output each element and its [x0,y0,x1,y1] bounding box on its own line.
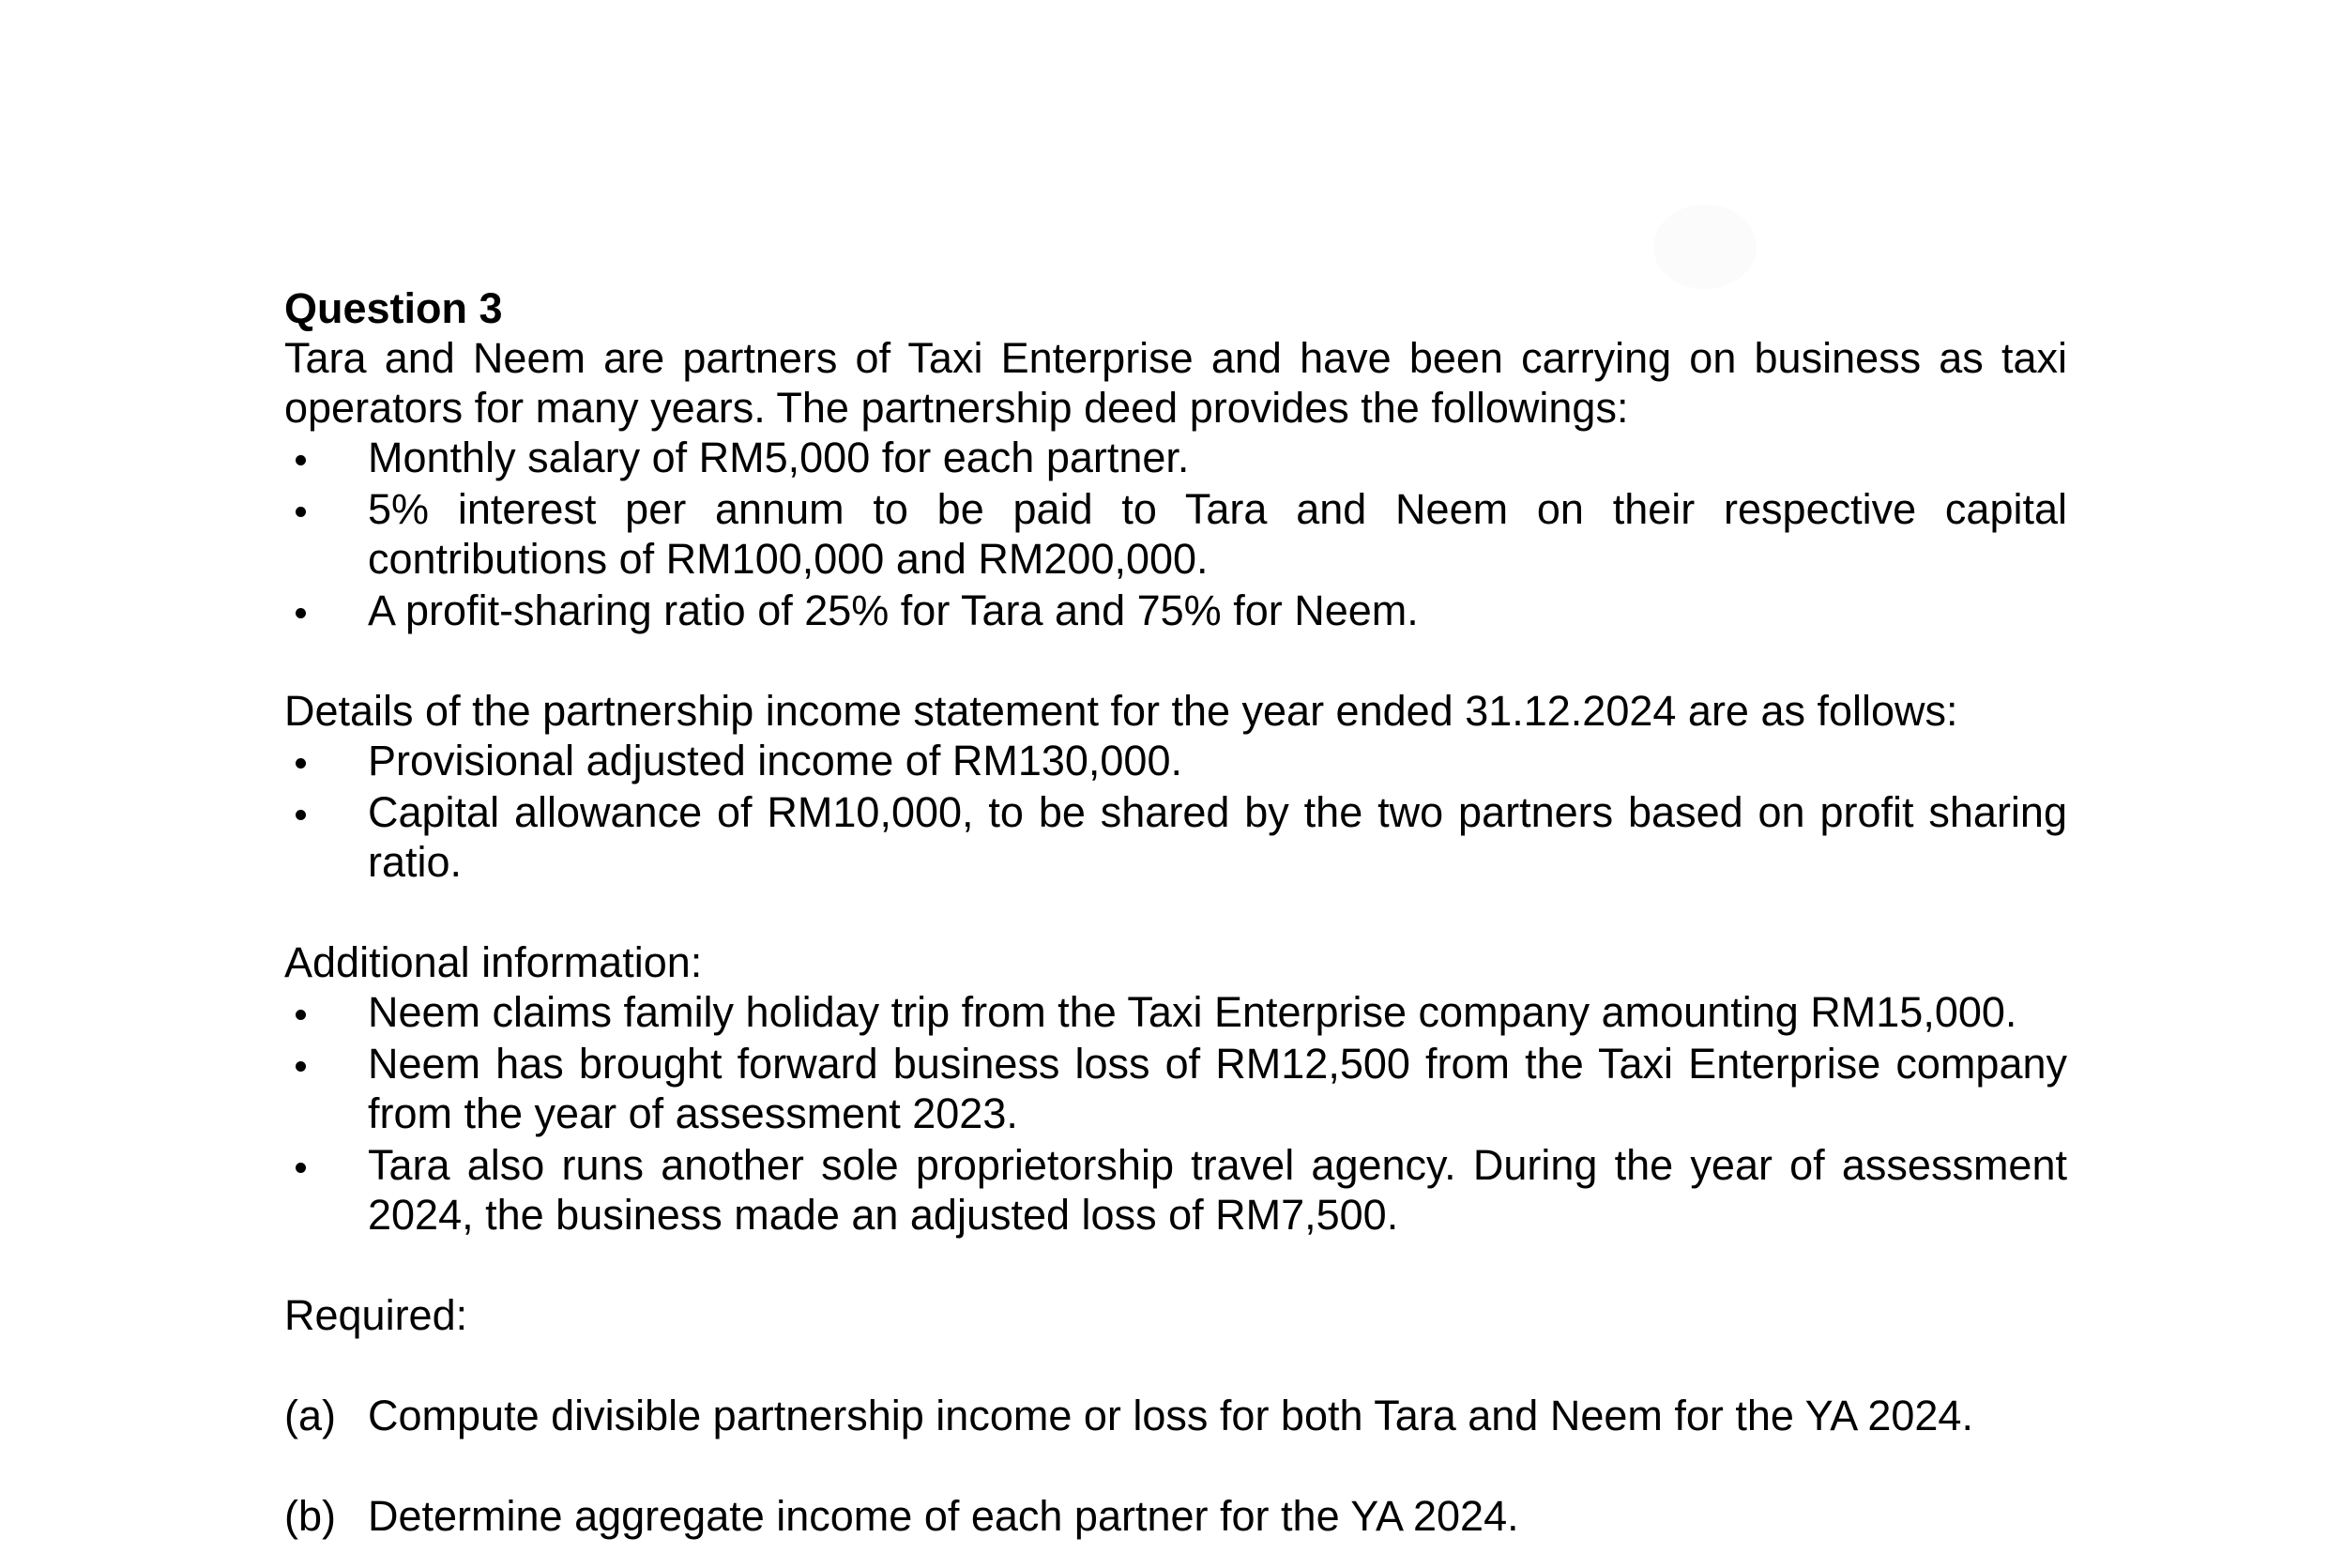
spacer [284,1440,2067,1491]
additional-intro: Additional information: [284,938,703,986]
spacer [284,889,2067,937]
income-intro: Details of the partnership income statement for the year ended 31.12.2024 are as follows: [284,687,1958,735]
question-title: Question 3 [284,284,503,332]
additional-item-text: Tara also runs another sole proprietorship travel agency. During the year of assessment 2024, the business made an adjusted loss of RM7,500. [368,1141,2067,1239]
spacer [284,637,2067,686]
required-item-b [284,1491,2067,1541]
required-item-label: (b) [284,1492,336,1540]
income-item-text: Capital allowance of RM10,000, to be shared by the two partners based on profit sharing ratio. [368,788,2067,886]
additional-item-text: Neem claims family holiday trip from the Taxi Enterprise company amounting RM15,000. [368,988,2017,1036]
list-item [284,433,2067,482]
spacer [284,1241,2067,1290]
intro-paragraph [284,333,2067,433]
list-item [284,586,2067,635]
deed-item-text: 5% interest per annum to be paid to Tara and Neem on their respective capital contributions of RM100,000 and RM200,000. [368,485,2067,583]
question-content [284,283,2067,1541]
intro-text: Tara and Neem are partners of Taxi Enterprise and have been carrying on business as taxi operators for many years. The partnership deed provides the followings: [284,334,2067,432]
list-item [284,987,2067,1037]
income-list [284,736,2067,887]
faint-watermark-mark [1653,205,1757,289]
list-item [284,736,2067,785]
list-item [284,1039,2067,1138]
additional-list [284,987,2067,1240]
deed-list [284,433,2067,635]
list-item [284,787,2067,887]
list-item [284,1140,2067,1240]
deed-item-text: A profit-sharing ratio of 25% for Tara and 75% for Neem. [368,586,1419,634]
required-item-a [284,1391,2067,1440]
deed-item-text: Monthly salary of RM5,000 for each partner. [368,434,1190,481]
required-item-text: Determine aggregate income of each partner for the YA 2024. [368,1492,1519,1540]
income-item-text: Provisional adjusted income of RM130,000. [368,737,1182,784]
list-item [284,484,2067,584]
spacer [284,1340,2067,1391]
required-label: Required: [284,1291,468,1339]
additional-item-text: Neem has brought forward business loss of RM12,500 from the Taxi Enterprise company from the year of assessment 2023. [368,1040,2067,1137]
required-item-text: Compute divisible partnership income or loss for both Tara and Neem for the YA 2024. [368,1392,1973,1439]
required-item-label: (a) [284,1392,336,1439]
